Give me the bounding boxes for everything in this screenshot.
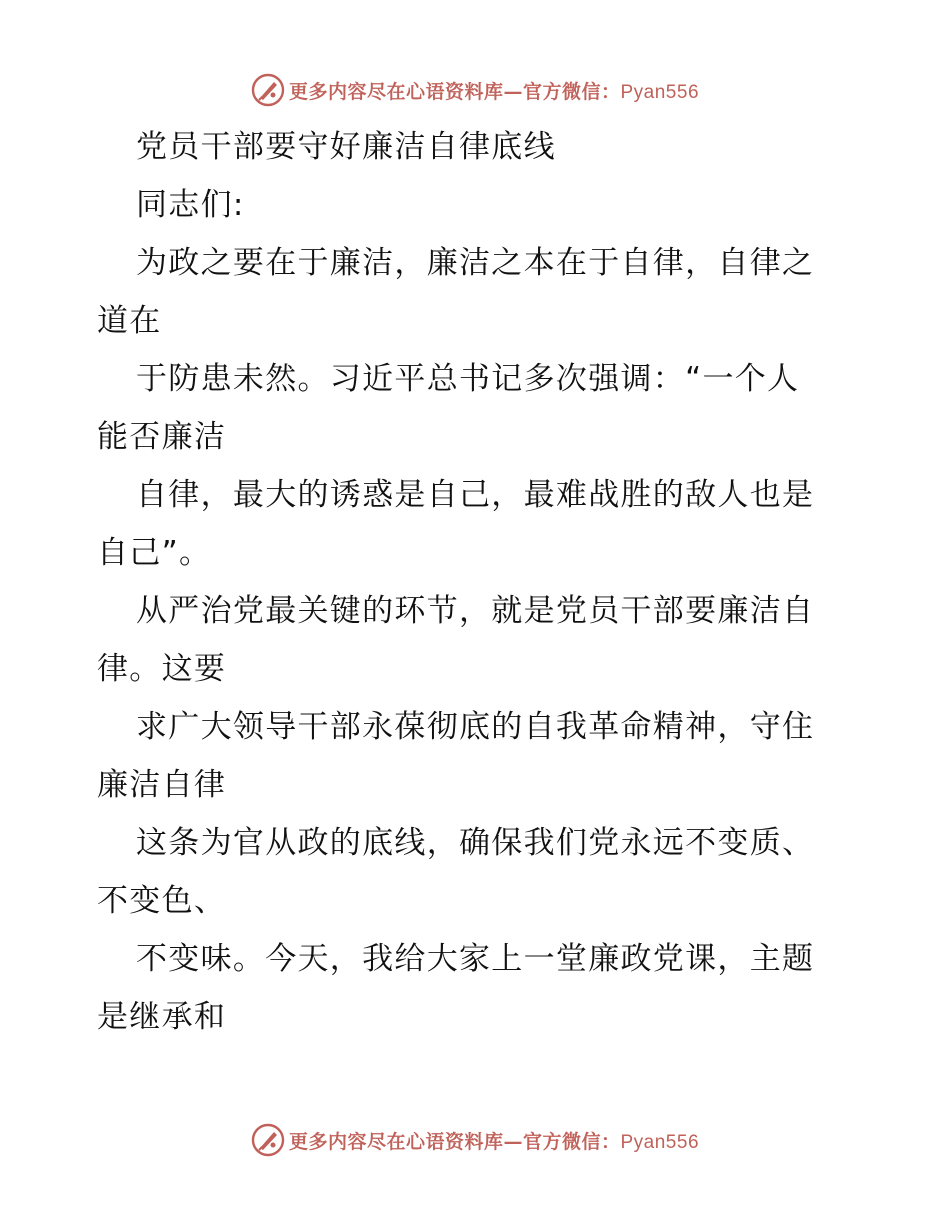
body-line: 于防患未然。习近平总书记多次强调：“一个人 <box>136 361 800 397</box>
wechat-id: Pyan556 <box>620 81 700 103</box>
body-line: 律。这要 <box>97 651 227 687</box>
salutation: 同志们: <box>136 187 245 223</box>
body-line: 道在 <box>97 303 162 339</box>
body-line: 求广大领导干部永葆彻底的自我革命精神，守住 <box>136 709 815 745</box>
body-line: 这条为官从政的底线，确保我们党永远不变质、 <box>136 825 815 861</box>
body-line: 从严治党最关键的环节，就是党员干部要廉洁自 <box>136 593 815 629</box>
watermark-banner-bottom <box>0 1120 950 1160</box>
body-line: 是继承和 <box>97 999 227 1035</box>
body-line: 自律，最大的诱惑是自己，最难战胜的敌人也是 <box>136 477 815 513</box>
body-line: 不变色、 <box>97 883 227 919</box>
body-line: 不变味。今天，我给大家上一堂廉政党课，主题 <box>136 941 815 977</box>
document-body <box>97 118 857 1046</box>
quill-seal-logo-icon <box>251 73 285 107</box>
watermark-text: 更多内容尽在心语资料库—官方微信：Pyan556 <box>288 80 700 103</box>
quill-seal-logo-icon <box>251 1123 285 1157</box>
watermark-text: 更多内容尽在心语资料库—官方微信：Pyan556 <box>288 1130 700 1153</box>
watermark-banner-top <box>0 70 950 110</box>
wechat-id: Pyan556 <box>620 1131 700 1153</box>
body-line: 自己”。 <box>97 535 212 571</box>
body-line: 为政之要在于廉洁，廉洁之本在于自律，自律之 <box>136 245 815 281</box>
body-line: 能否廉洁 <box>97 419 227 455</box>
document-title: 党员干部要守好廉洁自律底线 <box>136 129 556 165</box>
body-line: 廉洁自律 <box>97 767 227 803</box>
